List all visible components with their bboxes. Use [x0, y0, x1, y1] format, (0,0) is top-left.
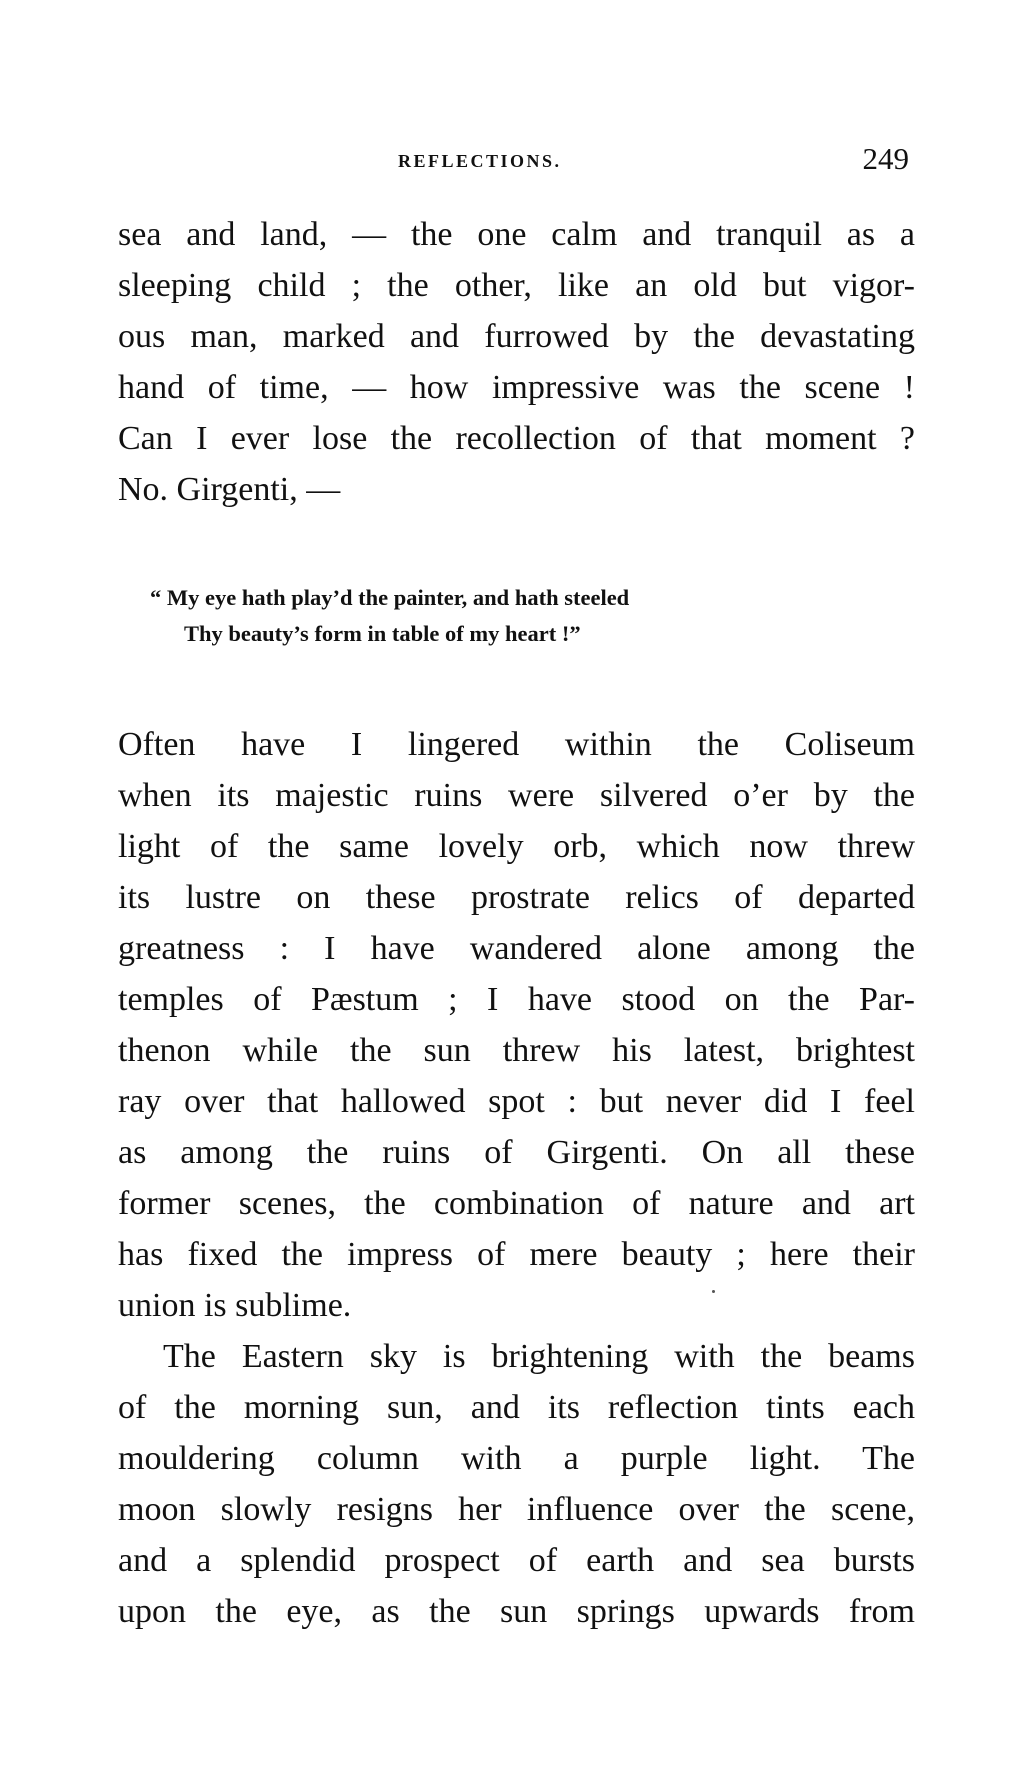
text-line: former scenes, the combination of nature and art — [118, 1185, 915, 1222]
paragraph-opening — [118, 209, 915, 515]
text-line: Can I ever lose the recollection of that moment ? — [118, 420, 915, 457]
text-line: has fixed the impress of mere beauty ; here their — [118, 1236, 915, 1273]
text-line: greatness : I have wandered alone among the — [118, 930, 915, 967]
text-line: sea and land, — the one calm and tranquil as a — [118, 216, 915, 253]
text-line: ous man, marked and furrowed by the devastating — [118, 318, 915, 355]
running-header — [118, 143, 915, 183]
paragraph-coliseum — [118, 719, 915, 1331]
text-line: ray over that hallowed spot : but never did I feel — [118, 1083, 915, 1120]
text-line: temples of Pæstum ; I have stood on the Par- — [118, 981, 915, 1018]
text-line: thenon while the sun threw his latest, brightest — [118, 1032, 915, 1069]
text-line: Often have I lingered within the Coliseum — [118, 726, 915, 763]
text-line: The Eastern sky is brightening with the beams — [163, 1338, 915, 1375]
text-line: union is sublime. — [118, 1287, 352, 1324]
text-line: mouldering column with a purple light. The — [118, 1440, 915, 1477]
quote-line: Thy beauty’s form in table of my heart !” — [184, 621, 581, 646]
print-speck — [712, 1290, 715, 1293]
text-line: moon slowly resigns her influence over the scene, — [118, 1491, 915, 1528]
text-line: light of the same lovely orb, which now threw — [118, 828, 915, 865]
text-line: and a splendid prospect of earth and sea bursts — [118, 1542, 915, 1579]
verse-quotation — [150, 580, 850, 652]
text-line: its lustre on these prostrate relics of departed — [118, 879, 915, 916]
text-line: when its majestic ruins were silvered o’er by the — [118, 777, 915, 814]
text-line: hand of time, — how impressive was the scene ! — [118, 369, 915, 406]
text-line: No. Girgenti, — — [118, 471, 341, 508]
text-line: of the morning sun, and its reflection tints each — [118, 1389, 915, 1426]
running-title: REFLECTIONS. — [398, 151, 562, 171]
text-line: sleeping child ; the other, like an old but vigor- — [118, 267, 915, 304]
text-line: upon the eye, as the sun springs upwards from — [118, 1593, 915, 1630]
paragraph-eastern-sky — [118, 1331, 915, 1637]
page-number: 249 — [862, 141, 909, 176]
quote-line: “ My eye hath play’d the painter, and hath steeled — [150, 585, 630, 610]
text-line: as among the ruins of Girgenti. On all these — [118, 1134, 915, 1171]
